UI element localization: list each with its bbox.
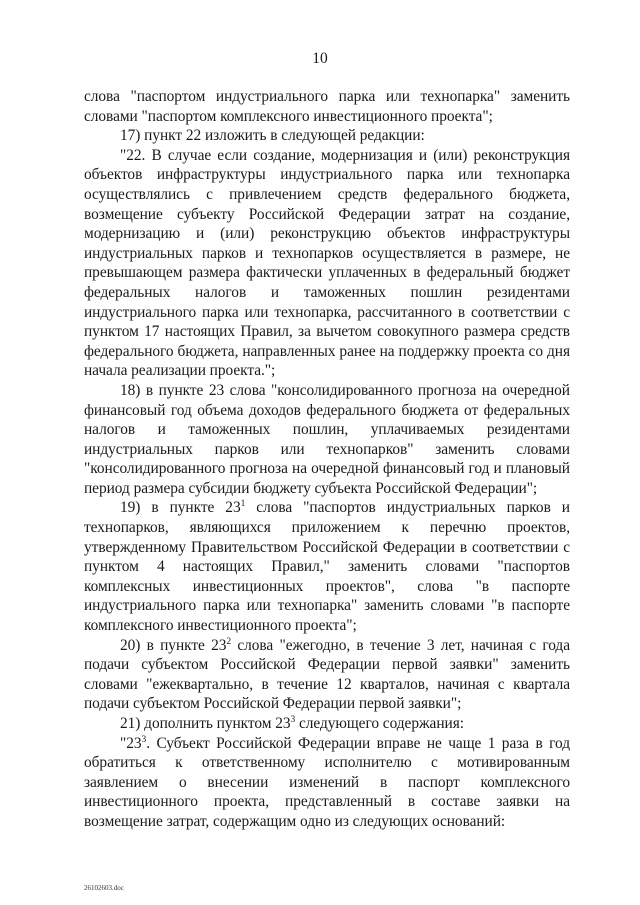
paragraph-text: 20) в пункте 23 — [120, 636, 227, 654]
superscript: 2 — [226, 636, 232, 647]
paragraph-text: 21) дополнить пунктом 23 — [120, 715, 291, 732]
paragraph: "22. В случае если создание, модернизация и (или) реконструкция объектов инфраструктуры индустриального парка или технопарка осуществлялись с привлечением средств федерального бюджета, возмещение субъекту Российской Федерации затрат на создание, модернизацию и (или) реконструкцию объектов инфраструктуры индустриальных парков и технопарков осуществляется в размере, не превышающем размера фактически уплаченных в федеральный бюджет федеральных налогов и таможенных пошлин резидентами индустриального парка или технопарка, рассчитанного в соответствии с пунктом 17 настоящих Правил, за вычетом совокупного размера средств федерального бюджета, направленных ранее на поддержку проекта со дня начала реализации проекта."; — [84, 146, 570, 380]
paragraph — [84, 498, 570, 635]
superscript: 3 — [141, 734, 147, 745]
paragraph: слова "паспортом индустриального парка или технопарка" заменить словами "паспортом комплексного инвестиционного проекта"; — [84, 88, 570, 125]
paragraph: 18) в пункте 23 слова "консолидированного прогноза на очередной финансовый год объема доходов федерального бюджета от федеральных налогов и таможенных пошлин, уплачиваемых резидентами индустриальных парков или технопарков" заменить словами "консолидированного прогноза на очередной финансовый год и плановый период размера субсидии бюджету субъекта Российской Федерации"; — [84, 381, 570, 497]
paragraph-text: . Субъект Российской Федерации вправе не чаще 1 раза в год обратиться к ответственному исполнителю с мотивированным заявлением о внесении изменений в паспорт комплексного инвестиционного проекта, представленный в составе заявки на возмещение затрат, содержащим одно из следующих оснований: — [84, 734, 570, 830]
footer-filename: 26102603.doc — [84, 884, 124, 892]
paragraph-text: слова "ежегодно, в течение 3 лет, начиная с года подачи субъектом Российской Федерации первой заявки" заменить словами "ежеквартально, в течение 12 кварталов, начиная с квартала подачи субъектом Российской Федерации первой заявки"; — [84, 636, 570, 713]
paragraph-text: "23 — [120, 734, 142, 752]
superscript: 3 — [290, 715, 296, 725]
paragraph — [84, 636, 570, 714]
page-number: 10 — [312, 50, 328, 67]
document-body — [84, 87, 570, 832]
paragraph-text: слова "паспортов индустриальных парков и технопарков, являющихся приложением к перечню проектов, утвержденному Правительством Российской Федерации в соответствии с пунктом 4 настоящих Правил," заменить словами "паспортов комплексных инвестиционных проектов", слова "в паспорте индустриального парка или технопарка" заменить словами "в паспорте комплексного инвестиционного проекта"; — [84, 499, 570, 635]
paragraph — [84, 714, 570, 734]
paragraph-text: следующего содержания: — [295, 715, 464, 732]
paragraph: 17) пункт 22 изложить в следующей редакции: — [120, 127, 425, 145]
superscript: 1 — [240, 499, 246, 510]
paragraph-text: 19) в пункте 23 — [120, 499, 241, 517]
paragraph — [84, 734, 570, 832]
